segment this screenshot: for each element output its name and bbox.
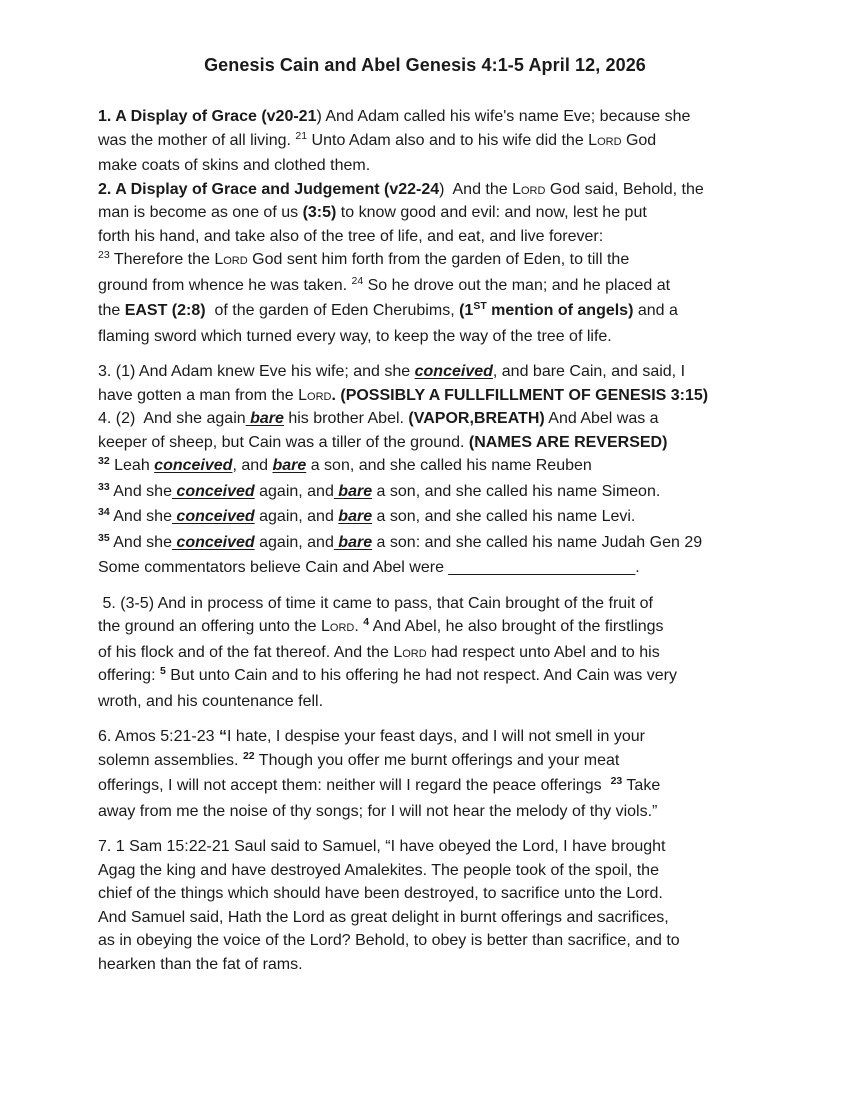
text-line: [98, 556, 763, 580]
text-run: 4. (2) And she again: [98, 410, 246, 427]
text-run: 5: [159, 665, 166, 677]
text-line: [98, 953, 763, 977]
text-run: . (POSSIBLY A FULLFILLMENT OF GENESIS 3:15): [331, 386, 709, 404]
text-run: offering:: [98, 667, 160, 684]
text-line: [98, 615, 763, 641]
text-run: man is become as one of us: [98, 204, 303, 221]
text-line: [98, 248, 763, 274]
text-run: conceived: [414, 363, 493, 380]
text-run: God sent him forth from the garden of Eden, to till the: [247, 251, 630, 268]
text-run: hearken than the fat of rams.: [98, 955, 303, 973]
text-line: [98, 105, 763, 129]
text-run: 7. 1 Sam 15:22-21 Saul said to Samuel, “I have obeyed the Lord, I have brought: [98, 838, 666, 855]
section-7-samuel: [98, 835, 763, 976]
text-run: a son, and she called his name Levi.: [372, 508, 636, 525]
text-run: 24: [351, 274, 364, 287]
text-run: .: [354, 618, 364, 635]
text-run: was the mother of all living.: [98, 131, 296, 149]
text-run: And she: [109, 508, 172, 525]
text-run: 21: [295, 129, 308, 142]
text-line: [98, 325, 763, 349]
text-run: And she: [109, 482, 172, 500]
text-run: bare: [245, 410, 284, 427]
text-run: (3:5): [302, 204, 337, 221]
section-1-2-display-of-grace: [98, 105, 763, 348]
text-run: forth his hand, and take also of the tree of life, and eat, and live forever:: [98, 227, 604, 245]
text-run: have gotten a man from the: [98, 386, 299, 404]
text-line: [98, 690, 763, 714]
text-run: as in obeying the voice of the Lord? Behold, to obey is better than sacrifice, and to: [98, 932, 680, 949]
text-line: [98, 725, 763, 749]
text-run: Leah: [109, 457, 155, 474]
text-line: [98, 749, 763, 775]
text-run: offerings, I will not accept them: neither will I regard the peace offerings: [98, 777, 611, 794]
text-run: Take: [622, 777, 661, 794]
text-run: of the garden of Eden Cherubims,: [205, 302, 460, 319]
text-run: And Abel was a: [544, 410, 659, 427]
text-line: [98, 835, 763, 859]
text-run: conceived: [171, 508, 255, 525]
text-run: Though you offer me burnt offerings and your meat: [254, 751, 620, 769]
text-run: (1: [459, 302, 474, 319]
text-line: [98, 664, 763, 690]
text-run: 1. A Display of Grace (v20-21: [98, 108, 317, 125]
document-body: [98, 105, 763, 976]
text-run: bare: [338, 508, 373, 525]
text-run: Lord: [393, 643, 427, 661]
text-line: [98, 178, 763, 202]
text-run: Lord: [321, 618, 355, 635]
text-line: [98, 299, 763, 325]
text-run: So he drove out the man; and he placed at: [363, 276, 671, 294]
text-run: God: [621, 131, 657, 149]
text-line: [98, 407, 763, 431]
text-run: away from me the noise of thy songs; for I will not hear the melody of thy viols.”: [98, 802, 658, 820]
text-line: [98, 454, 763, 480]
text-run: And Abel, he also brought of the firstlings: [369, 618, 664, 635]
text-run: again, and: [254, 508, 339, 525]
text-line: [98, 201, 763, 225]
section-6-amos: [98, 725, 763, 823]
text-line: [98, 384, 763, 408]
text-run: Lord: [512, 180, 546, 198]
text-run: 5. (3-5) And in process of time it came to pass, that Cain brought of the fruit of: [98, 594, 653, 612]
text-run: EAST (2:8): [124, 302, 206, 319]
text-run: a son, and she called his name Simeon.: [372, 482, 661, 500]
text-run: ST: [473, 300, 487, 312]
text-line: [98, 129, 763, 155]
text-run: ) And Adam called his wife's name Eve; because she: [316, 108, 691, 125]
text-run: conceived: [171, 482, 255, 500]
text-line: [98, 906, 763, 930]
text-run: And she: [109, 533, 172, 551]
text-line: [98, 592, 763, 616]
text-run: bare: [333, 482, 373, 500]
text-run: the ground an offering unto the: [98, 618, 321, 635]
text-run: ) And the: [439, 180, 513, 198]
text-run: again, and: [254, 533, 334, 551]
text-run: 23: [98, 249, 110, 261]
text-run: conceived: [154, 457, 233, 474]
text-run: 22: [242, 749, 255, 762]
text-run: his brother Abel.: [283, 410, 409, 427]
text-line: [98, 859, 763, 883]
text-run: Lord: [214, 251, 248, 268]
text-run: chief of the things which should have been destroyed, to sacrifice unto the Lord.: [98, 885, 663, 902]
text-run: 6. Amos 5:21-23: [98, 728, 219, 745]
text-line: [98, 800, 763, 824]
text-run: “: [218, 728, 227, 745]
text-run: 4: [363, 616, 370, 628]
text-run: , and: [232, 457, 273, 474]
text-run: of his flock and of the fat thereof. And the: [98, 643, 394, 661]
text-run: wroth, and his countenance fell.: [98, 692, 324, 710]
text-run: 35: [98, 531, 110, 544]
text-run: (VAPOR,BREATH): [408, 410, 545, 427]
text-run: Some commentators believe Cain and Abel were _____________________.: [98, 559, 640, 576]
text-run: I hate, I despise your feast days, and I will not smell in your: [226, 728, 645, 745]
text-run: bare: [272, 457, 307, 474]
text-run: keeper of sheep, but Cain was a tiller of the ground.: [98, 433, 469, 451]
text-run: bare: [333, 533, 373, 551]
text-run: , and bare Cain, and said, I: [492, 363, 686, 380]
text-run: 2. A Display of Grace and Judgement (v22-24: [98, 180, 440, 198]
text-line: [98, 505, 763, 531]
text-line: [98, 154, 763, 178]
text-run: flaming sword which turned every way, to keep the way of the tree of life.: [98, 327, 612, 345]
text-run: (NAMES ARE REVERSED): [468, 433, 668, 451]
text-line: [98, 641, 763, 665]
text-run: Agag the king and have destroyed Amalekites. The people took of the spoil, the: [98, 861, 659, 879]
text-line: [98, 929, 763, 953]
text-run: mention of angels): [486, 302, 634, 319]
text-run: 23: [610, 775, 623, 787]
text-run: But unto Cain and to his offering he had not respect. And Cain was very: [165, 667, 677, 684]
document-title: Genesis Cain and Abel Genesis 4:1-5 April 12, 2026: [204, 55, 646, 75]
text-run: And Samuel said, Hath the Lord as great delight in burnt offerings and sacrifices,: [98, 908, 669, 926]
text-run: 3. (1) And Adam knew Eve his wife; and she: [98, 363, 415, 380]
text-line: [98, 480, 763, 506]
text-run: a son, and she called his name Reuben: [306, 457, 592, 474]
text-line: [98, 774, 763, 800]
text-run: Unto Adam also and to his wife did the: [307, 131, 589, 149]
text-run: and a: [633, 302, 678, 319]
text-run: 33: [98, 480, 110, 493]
text-run: the: [98, 302, 125, 319]
text-run: ground from whence he was taken.: [98, 276, 352, 294]
text-run: 34: [98, 506, 110, 518]
text-line: [98, 431, 763, 455]
text-run: 32: [98, 455, 110, 467]
section-3-4-cain-abel-birth: [98, 360, 763, 580]
text-run: conceived: [171, 533, 255, 551]
text-run: had respect unto Abel and to his: [426, 643, 660, 661]
text-run: to know good and evil: and now, lest he put: [336, 204, 647, 221]
text-run: solemn assemblies.: [98, 751, 243, 769]
text-run: Therefore the: [109, 251, 215, 268]
section-5-offerings: [98, 592, 763, 714]
text-run: make coats of skins and clothed them.: [98, 157, 371, 174]
text-run: Lord: [588, 131, 622, 149]
text-run: again, and: [254, 482, 334, 500]
text-line: [98, 225, 763, 249]
text-line: [98, 274, 763, 300]
text-line: [98, 531, 763, 557]
text-line: [98, 360, 763, 384]
text-line: [98, 882, 763, 906]
text-run: God said, Behold, the: [545, 180, 704, 198]
text-run: a son: and she called his name Judah Gen 29: [372, 533, 703, 551]
text-run: Lord: [298, 386, 332, 404]
